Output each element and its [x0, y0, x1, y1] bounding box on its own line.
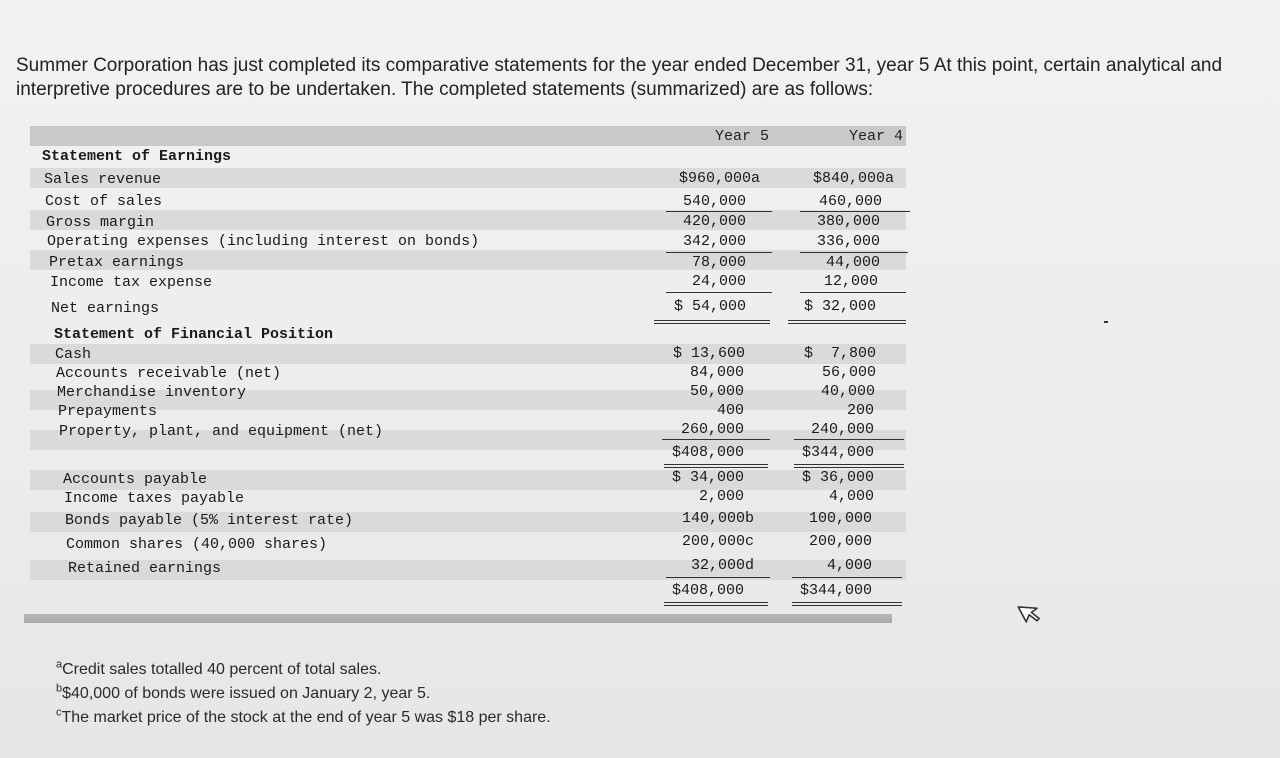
footnote-a-mark: a: [56, 658, 63, 671]
total-double-rule: [664, 602, 768, 606]
operating-expenses-year5: 342,000: [682, 233, 746, 250]
subtotal-rule: [666, 252, 772, 253]
prepayments-year4: 200: [846, 402, 874, 419]
cost-of-sales-year5: 540,000: [682, 193, 746, 210]
financial-statements-table: [30, 126, 910, 626]
col-header-year4: Year 4: [848, 128, 903, 145]
row-label-pretax-earnings: Pretax earnings: [49, 254, 185, 271]
retained-earnings-year5: 32,000d: [690, 557, 754, 574]
total-assets-year5: $408,000: [671, 444, 744, 461]
mouse-pointer-icon: [1016, 598, 1044, 626]
footnote-a: [56, 658, 551, 682]
gross-margin-year5: 420,000: [682, 213, 746, 230]
subtotal-rule: [792, 577, 902, 578]
accounts-payable-year4: $ 36,000: [801, 469, 874, 486]
subtotal-rule: [800, 252, 908, 253]
accounts-payable-year5: $ 34,000: [671, 469, 744, 486]
sales-revenue-year5: $960,000a: [678, 170, 760, 187]
net-earnings-year5: $ 54,000: [673, 298, 746, 315]
income-tax-expense-year5: 24,000: [691, 273, 746, 290]
retained-earnings-year4: 4,000: [826, 557, 872, 574]
total-double-rule: [788, 320, 906, 324]
subtotal-rule: [794, 439, 904, 440]
total-double-rule: [792, 602, 902, 606]
pretax-earnings-year5: 78,000: [691, 254, 746, 271]
merchandise-inventory-year4: 40,000: [820, 383, 875, 400]
gross-margin-year4: 380,000: [816, 213, 880, 230]
row-label-accounts-payable: Accounts payable: [63, 471, 208, 488]
property-plant-equipment-year5: 260,000: [680, 421, 744, 438]
row-label-common-shares: Common shares (40,000 shares): [66, 536, 328, 553]
position-heading: Statement of Financial Position: [54, 326, 334, 343]
row-label-sales-revenue: Sales revenue: [44, 171, 162, 188]
subtotal-rule: [662, 439, 770, 440]
footnote-c-text: The market price of the stock at the end of year 5 was $18 per share.: [61, 709, 551, 726]
income-tax-expense-year4: 12,000: [823, 273, 878, 290]
row-label-merchandise-inventory: Merchandise inventory: [57, 384, 247, 401]
footnote-c: [56, 706, 551, 730]
footnote-b-text: $40,000 of bonds were issued on January 2, year 5.: [62, 685, 431, 702]
row-label-cash: Cash: [55, 346, 92, 363]
pretax-earnings-year4: 44,000: [825, 254, 880, 271]
row-label-retained-earnings: Retained earnings: [68, 560, 222, 577]
subtotal-rule: [666, 577, 770, 578]
total-liabilities-year5: $408,000: [671, 582, 744, 599]
prepayments-year5: 400: [716, 402, 744, 419]
cash-year4: $ 7,800: [803, 345, 876, 362]
total-double-rule: [654, 320, 770, 324]
accounts-receivable-year4: 56,000: [821, 364, 876, 381]
subtotal-rule: [666, 211, 772, 212]
row-label-gross-margin: Gross margin: [46, 214, 155, 231]
net-earnings-year4: $ 32,000: [803, 298, 876, 315]
sales-revenue-year4: $840,000a: [812, 170, 894, 187]
total-assets-year4: $344,000: [801, 444, 874, 461]
income-taxes-payable-year5: 2,000: [698, 488, 744, 505]
total-double-rule: [794, 464, 904, 468]
footnotes: [56, 658, 551, 730]
problem-intro: Summer Corporation has just completed its comparative statements for the year ended December 31, year 5 At this point, certain analytical and interpretive procedures are to be undertaken. The completed statements (summarized) are as follows:: [16, 55, 1223, 100]
total-liabilities-year4: $344,000: [799, 582, 872, 599]
row-label-accounts-receivable: Accounts receivable (net): [56, 365, 282, 382]
row-label-net-earnings: Net earnings: [51, 300, 160, 317]
merchandise-inventory-year5: 50,000: [689, 383, 744, 400]
row-label-operating-expenses: Operating expenses (including interest on bonds): [47, 233, 480, 250]
footnote-c-mark: c: [56, 706, 62, 719]
cash-year5: $ 13,600: [672, 345, 745, 362]
table-bottom-band: [24, 614, 892, 623]
row-label-bonds-payable: Bonds payable (5% interest rate): [65, 512, 354, 529]
accounts-receivable-year5: 84,000: [689, 364, 744, 381]
row-label-cost-of-sales: Cost of sales: [45, 193, 163, 210]
subtotal-rule: [666, 292, 772, 293]
cost-of-sales-year4: 460,000: [818, 193, 882, 210]
bonds-payable-year5: 140,000b: [681, 510, 754, 527]
row-label-income-tax-expense: Income tax expense: [50, 274, 213, 291]
income-taxes-payable-year4: 4,000: [828, 488, 874, 505]
footnote-b-mark: b: [56, 682, 63, 695]
operating-expenses-year4: 336,000: [816, 233, 880, 250]
earnings-heading: Statement of Earnings: [42, 148, 232, 165]
property-plant-equipment-year4: 240,000: [810, 421, 874, 438]
total-double-rule: [664, 464, 768, 468]
footnote-b: [56, 682, 551, 706]
row-label-prepayments: Prepayments: [58, 403, 158, 420]
bonds-payable-year4: 100,000: [808, 510, 872, 527]
footnote-a-text: Credit sales totalled 40 percent of total sales.: [62, 661, 382, 678]
common-shares-year4: 200,000: [808, 533, 872, 550]
col-header-year5: Year 5: [714, 128, 769, 145]
subtotal-rule: [800, 292, 906, 293]
subtotal-rule: [800, 211, 910, 212]
row-label-property-plant-equipment: Property, plant, and equipment (net): [59, 423, 384, 440]
common-shares-year5: 200,000c: [681, 533, 754, 550]
stray-mark: [1104, 321, 1108, 323]
row-label-income-taxes-payable: Income taxes payable: [64, 490, 245, 507]
